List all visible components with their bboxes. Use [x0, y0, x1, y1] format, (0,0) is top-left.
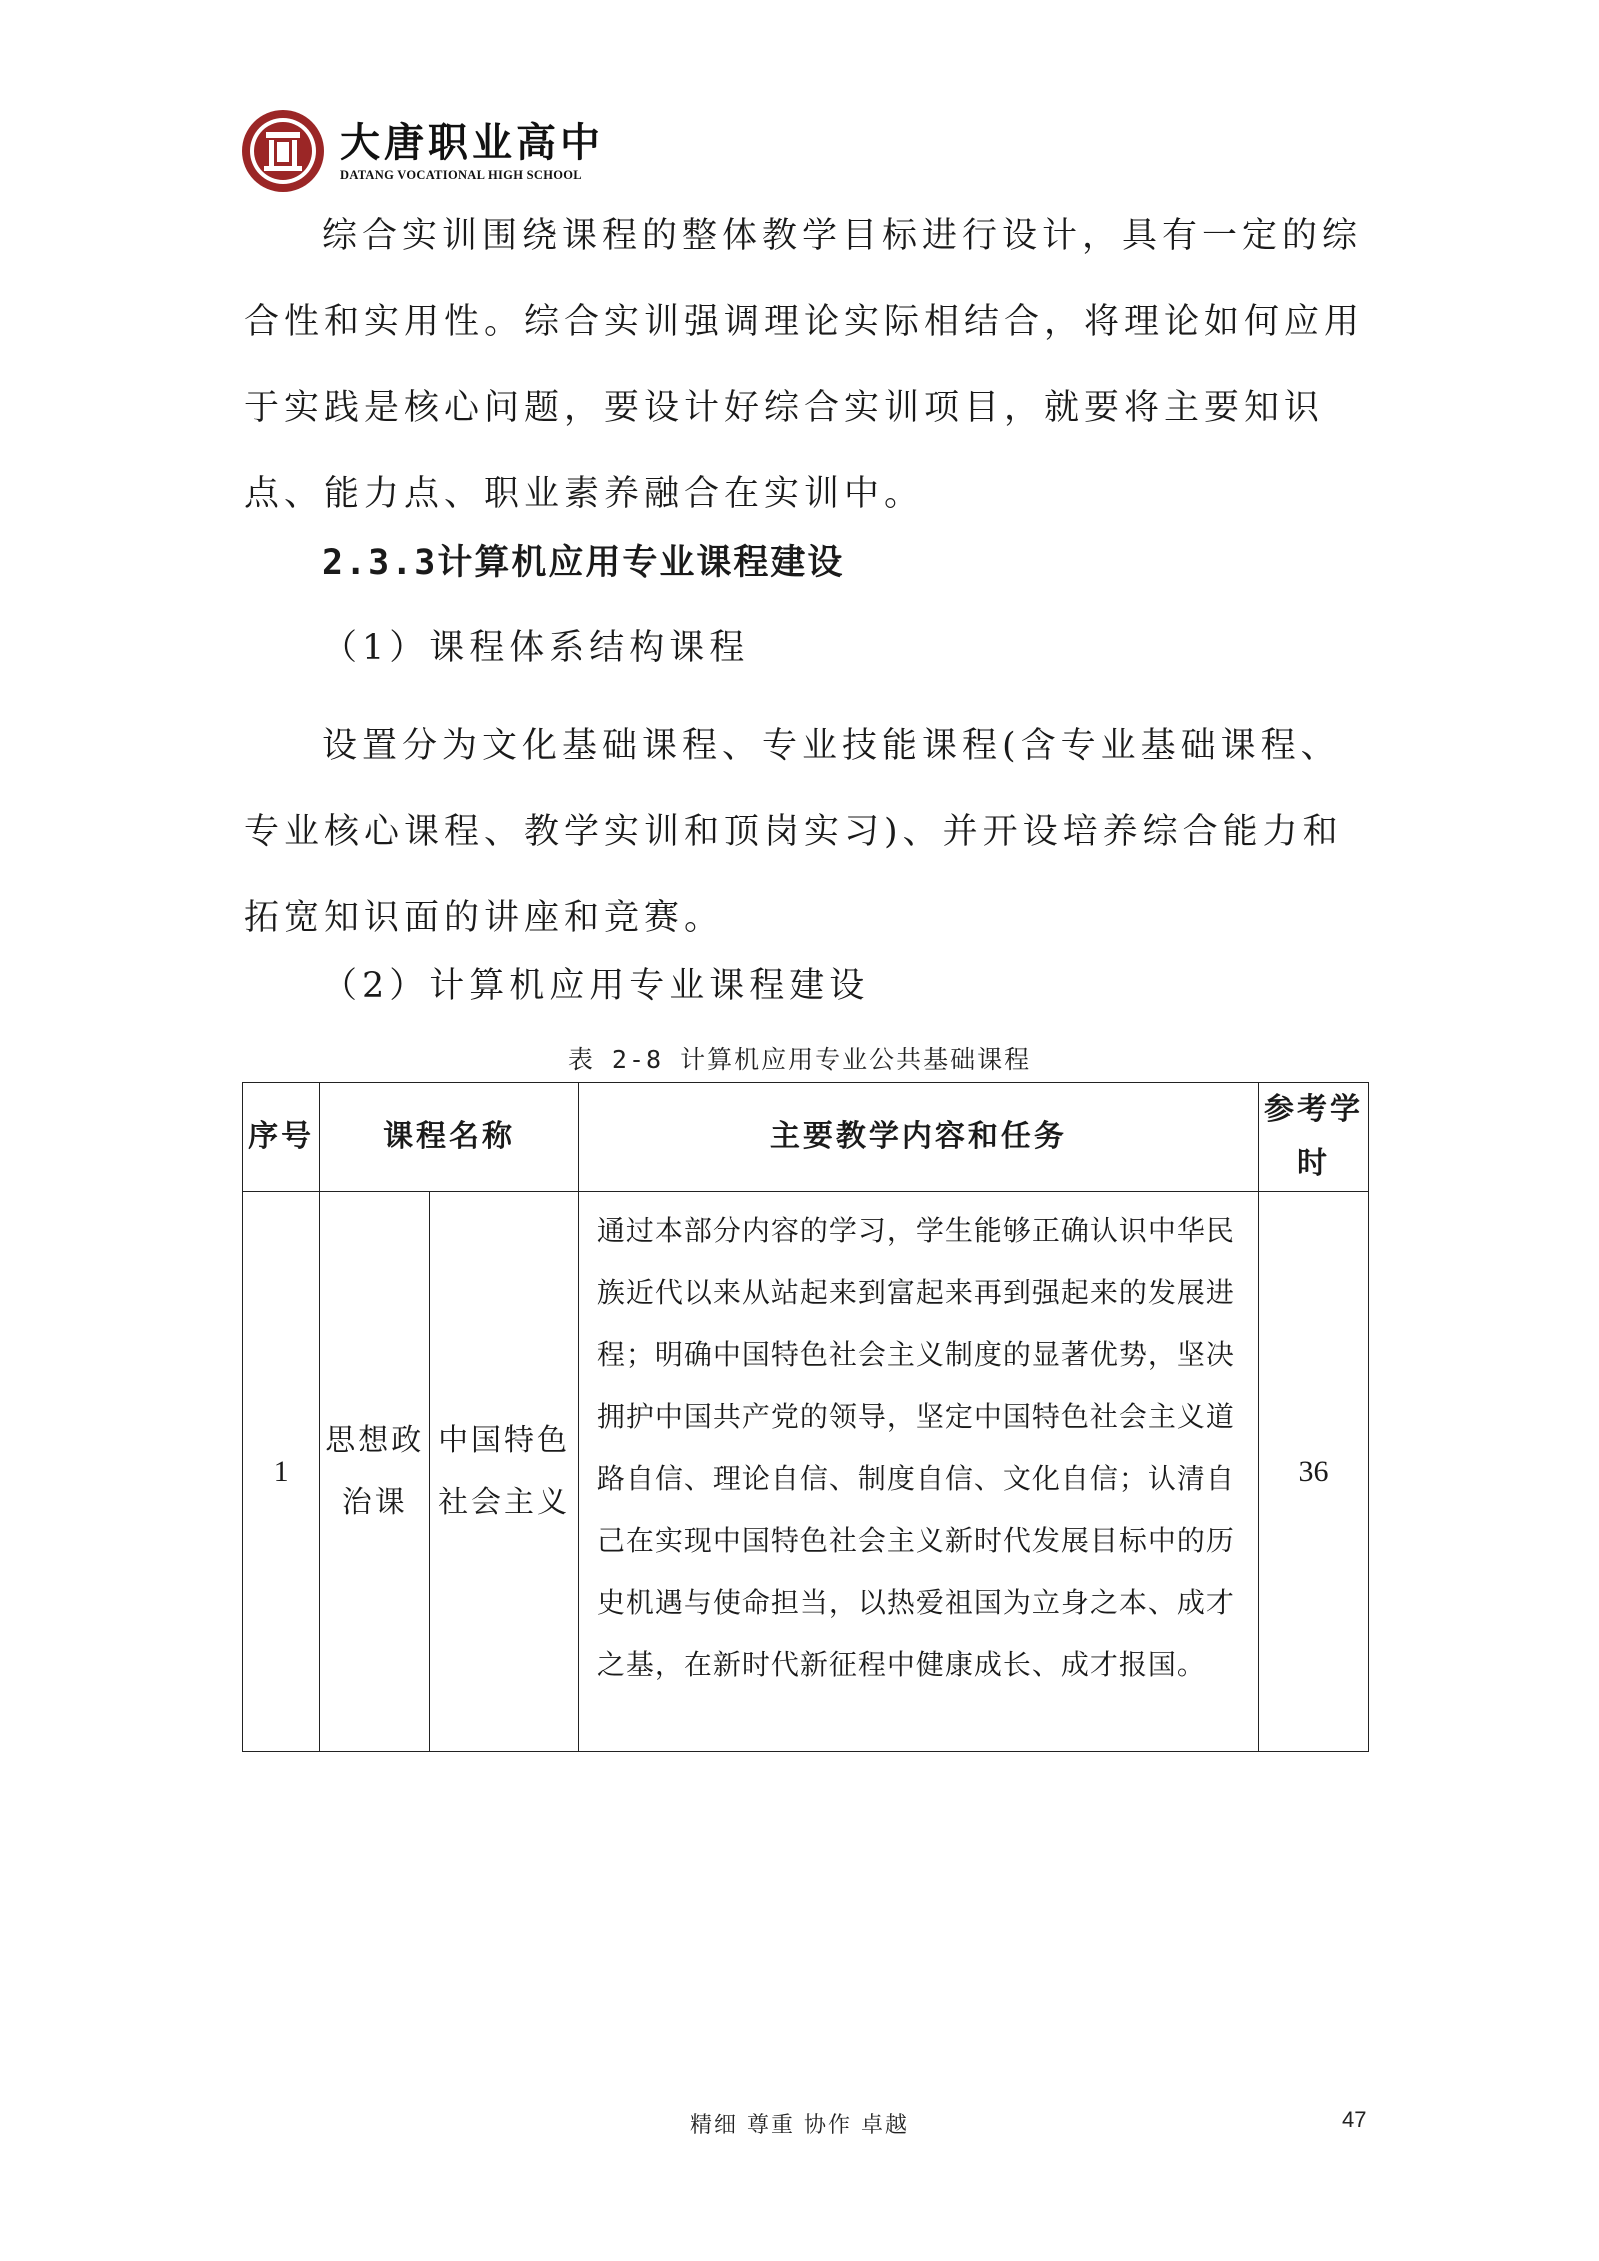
header-logo [240, 108, 604, 194]
table-caption: 表 2-8 计算机应用专业公共基础课程 [567, 1045, 1032, 1074]
row-hours: 36 [1258, 1192, 1368, 1752]
section-title: 计算机应用专业课程建设 [437, 543, 845, 583]
subheading-course-construction: （2）计算机应用专业课程建设 [322, 966, 870, 1006]
table-header-row [243, 1083, 1369, 1192]
row-category: 思想政治课 [320, 1192, 430, 1752]
section-heading [322, 535, 844, 585]
header-hours: 参考学时 [1258, 1083, 1368, 1192]
paragraph-practical-training: 综合实训围绕课程的整体教学目标进行设计，具有一定的综合性和实用性。综合实训强调理论实际相结合，将理论如何应用于实践是核心问题，要设计好综合实训项目，就要将主要知识点、能力点、职业素养融合在实训中。 [244, 216, 1365, 514]
footer-motto: 精细 尊重 协作 卓越 [690, 2113, 909, 2138]
subheading-course-system: （1）课程体系结构课程 [322, 628, 750, 668]
header-index: 序号 [243, 1083, 320, 1192]
page-number: 47 [1342, 2107, 1367, 2132]
section-number: 2.3.3 [322, 543, 438, 583]
school-seal-icon [240, 108, 326, 194]
row-index: 1 [243, 1192, 320, 1752]
table-row [243, 1192, 1369, 1752]
header-content: 主要教学内容和任务 [578, 1083, 1258, 1192]
school-name-en: DATANG VOCATIONAL HIGH SCHOOL [340, 168, 582, 182]
paragraph-course-setup: 设置分为文化基础课程、专业技能课程(含专业基础课程、专业核心课程、教学实训和顶岗实习)、并开设培养综合能力和拓宽知识面的讲座和竞赛。 [244, 726, 1343, 938]
header-course-name: 课程名称 [320, 1083, 579, 1192]
school-name-cn: 大唐职业高中 [340, 119, 604, 166]
course-table [242, 1082, 1369, 1752]
row-content: 通过本部分内容的学习，学生能够正确认识中华民族近代以来从站起来到富起来再到强起来的发展进程；明确中国特色社会主义制度的显著优势，坚决拥护中国共产党的领导，坚定中国特色社会主义道路自信、理论自信、制度自信、文化自信；认清自己在实现中国特色社会主义新时代发展目标中的历史机遇与使命担当，以热爱祖国为立身之本、成才之基，在新时代新征程中健康成长、成才报国。 [578, 1192, 1258, 1752]
row-course-name: 中国特色社会主义 [430, 1192, 579, 1752]
